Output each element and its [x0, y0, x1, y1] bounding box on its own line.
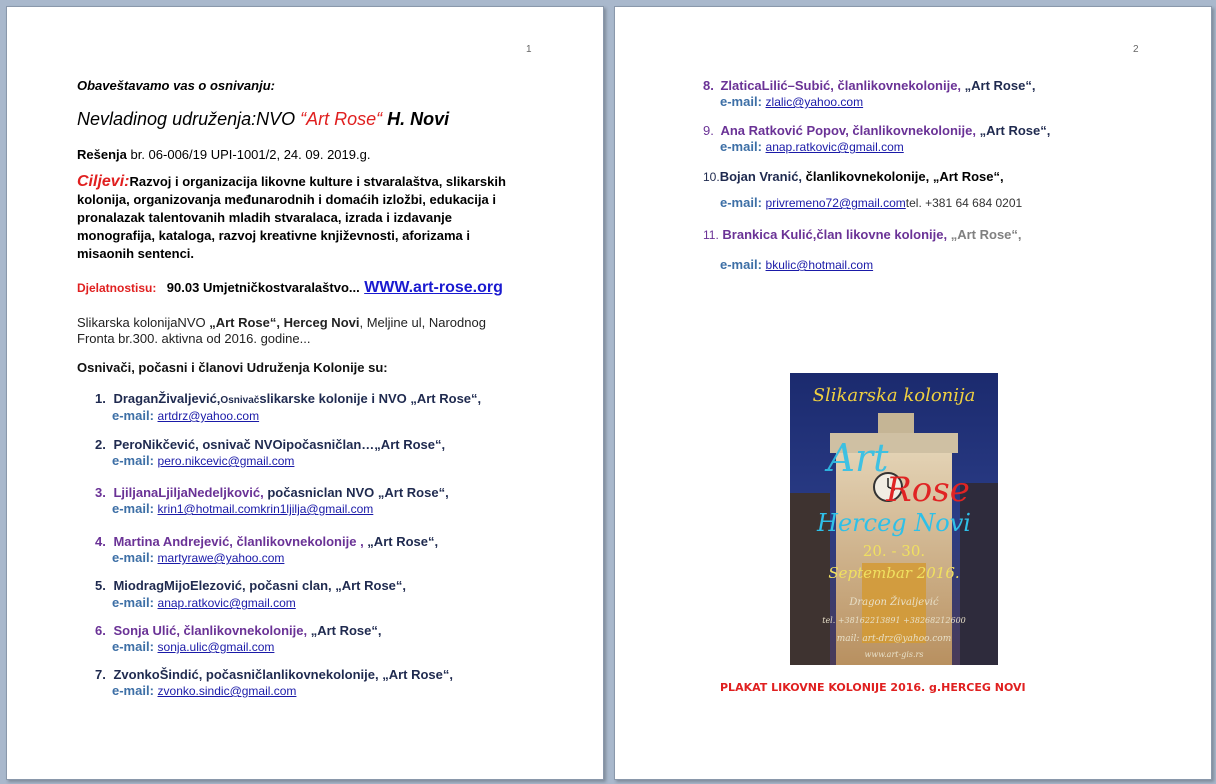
poster-mail-text: mail: art-drz@yahoo.com	[836, 634, 952, 644]
resenja-label: Rešenja	[77, 147, 127, 162]
djelatnost-text: 90.03 Umjetničkostvaralaštvo...	[166, 280, 360, 295]
member-7-email-row	[112, 683, 296, 698]
djelatnost-line	[77, 279, 503, 297]
member-5-email-row	[112, 595, 296, 610]
email-label: e-mail:	[720, 139, 762, 154]
email-label: e-mail:	[112, 683, 154, 698]
members-heading: Osnivači, počasni i članovi Udruženja Kolonije su:	[77, 360, 388, 375]
poster-image	[790, 373, 998, 665]
ciljevi-line: Razvoj i organizacija likovne kulture i stvaralaštva, slikarskih	[129, 174, 506, 189]
member-6-email-row	[112, 639, 274, 654]
member-1	[95, 391, 481, 406]
email-link[interactable]: pero.nikcevic@gmail.com	[157, 454, 295, 468]
email-label: e-mail:	[112, 501, 154, 516]
org-name: “Art Rose“	[300, 109, 383, 129]
member-role: „Art Rose“,	[947, 227, 1022, 242]
poster-dates-text: 20. - 30.	[862, 542, 926, 560]
member-name: Ana Ratković Popov, članlikovnekolonije,	[720, 123, 976, 138]
email-link[interactable]: artdrz@yahoo.com	[157, 409, 260, 423]
email-link[interactable]: sonja.ulic@gmail.com	[157, 640, 275, 654]
member-name: Brankica Kulić,član likovne kolonije,	[722, 227, 948, 242]
kolonija-pre: Slikarska kolonijaNVO	[77, 315, 210, 330]
email-label: e-mail:	[720, 257, 762, 272]
member-number: 6.	[95, 623, 106, 638]
poster-web-text: www.art-gis.rs	[864, 650, 924, 659]
email-link[interactable]: privremeno72@gmail.com	[765, 196, 906, 210]
member-name: PeroNikčević, osnivač NVOipočasničlan…„Art Rose“,	[113, 437, 446, 452]
member-role: članlikovnekolonije, „Art Rose“,	[802, 169, 1004, 184]
document-page-1	[6, 6, 604, 780]
member-number: 5.	[95, 578, 106, 593]
poster-author-text: Dragon Živaljević	[849, 597, 939, 608]
member-2	[95, 437, 445, 452]
intro-line: Obaveštavamo vas o osnivanju:	[77, 78, 275, 93]
ciljevi-label: Ciljevi:	[77, 173, 130, 190]
member-tel: tel. +381 64 684 0201	[905, 196, 1023, 210]
page-number: 1	[526, 44, 532, 55]
email-label: e-mail:	[112, 595, 154, 610]
ciljevi-line: monografija, kataloga, razvoj kreativne književnosti, aforizama i	[77, 228, 471, 243]
email-link[interactable]: zvonko.sindic@gmail.com	[157, 684, 297, 698]
member-number: 9.	[703, 123, 714, 138]
email-label: e-mail:	[720, 94, 762, 109]
email-label: e-mail:	[112, 453, 154, 468]
ciljevi-line: kolonija, organizovanja međunarodnih i domaćih izložbi, edukacija i	[77, 192, 496, 207]
page-number: 2	[1133, 44, 1139, 55]
document-page-2	[614, 6, 1212, 780]
member-4-email-row	[112, 550, 284, 565]
member-7	[95, 667, 453, 682]
member-9	[703, 123, 1050, 138]
member-number: 11.	[703, 228, 719, 242]
member-role: „Art Rose“,	[307, 623, 382, 638]
email-label: e-mail:	[112, 550, 154, 565]
website-link[interactable]: WWW.art-rose.org	[364, 279, 503, 296]
ciljevi-block	[77, 173, 506, 263]
member-1-email-row	[112, 408, 259, 423]
member-8-email-row	[720, 94, 863, 109]
ciljevi-line: pronalazak talentovanih mladih stvaralaca, izrada i izdavanje	[77, 210, 452, 225]
poster-rose-text: Rose	[886, 470, 970, 510]
email-link[interactable]: martyrawe@yahoo.com	[157, 551, 285, 565]
member-number: 1.	[95, 391, 106, 406]
member-10-email-row	[720, 195, 1022, 210]
member-9-email-row	[720, 139, 904, 154]
member-number: 8.	[703, 78, 714, 93]
kolonija-bold: „Art Rose“, Herceg Novi	[209, 315, 360, 330]
kolonija-rest: , Meljine ul, Narodnog	[359, 315, 486, 330]
djelatnost-label: Djelatnostisu:	[77, 281, 157, 295]
kolonija-info	[77, 315, 486, 347]
member-2-email-row	[112, 453, 294, 468]
email-link[interactable]: krin1@hotmail.comkrin1ljilja@gmail.com	[157, 502, 374, 516]
email-label: e-mail:	[112, 639, 154, 654]
member-role: slikarske kolonije i NVO „Art Rose“,	[259, 391, 482, 406]
member-name: Bojan Vranić,	[719, 169, 803, 184]
member-number: 2.	[95, 437, 106, 452]
member-role: „Art Rose“,	[961, 78, 1036, 93]
member-11-email-row	[720, 257, 873, 272]
poster-art-text: Art	[827, 436, 889, 480]
poster-city-text: Herceg Novi	[817, 509, 971, 537]
member-number: 10.	[703, 170, 720, 184]
member-name: ZvonkoŠindić, počasničlanlikovnekolonije, „Art Rose“,	[113, 667, 453, 682]
member-8	[703, 78, 1035, 93]
member-3	[95, 485, 449, 500]
member-name: MiodragMijoElezović, počasni clan, „Art Rose“,	[113, 578, 407, 593]
email-link[interactable]: bkulic@hotmail.com	[765, 258, 874, 272]
member-name: LjiljanaLjiljaNedeljković,	[113, 485, 264, 500]
member-role: počasniclan NVO „Art Rose“,	[263, 485, 449, 500]
poster-tel-text: tel. +38162213891 +38268212600	[822, 616, 966, 625]
member-role: „Art Rose“,	[975, 123, 1051, 138]
ciljevi-line: misaonih sentenci.	[77, 246, 195, 261]
member-number: 7.	[95, 667, 106, 682]
member-4	[95, 534, 438, 549]
member-10	[703, 169, 1004, 184]
member-number: 4.	[95, 534, 106, 549]
poster-svg	[790, 373, 998, 665]
resenja-text: br. 06-006/19 UPI-1001/2, 24. 09. 2019.g.	[126, 147, 371, 162]
member-11	[703, 227, 1022, 242]
resenja-line	[77, 147, 370, 162]
org-suffix: H. Novi	[382, 109, 450, 129]
email-label: e-mail:	[720, 195, 762, 210]
email-link[interactable]: zlalic@yahoo.com	[765, 95, 864, 109]
org-prefix: Nevladinog udruženja:NVO	[77, 109, 301, 129]
member-role: „Art Rose“,	[363, 534, 439, 549]
email-link[interactable]: anap.ratkovic@gmail.com	[765, 140, 904, 154]
poster-caption: PLAKAT LIKOVNE KOLONIJE 2016. g.HERCEG NOVI	[720, 681, 1026, 694]
org-title	[77, 109, 449, 130]
email-label: e-mail:	[112, 408, 154, 423]
member-5	[95, 578, 406, 593]
member-6	[95, 623, 382, 638]
member-name: Martina Andrejević, članlikovnekolonije ,	[113, 534, 364, 549]
member-role-small: Osnivač	[220, 395, 260, 406]
poster-month-text: Septembar 2016.	[828, 564, 960, 582]
poster-top-text: Slikarska kolonija	[812, 385, 976, 406]
member-name: ZlaticaLilić–Subić, članlikovnekolonije,	[720, 78, 962, 93]
member-number: 3.	[95, 485, 106, 500]
member-name: Sonja Ulić, članlikovnekolonije,	[113, 623, 308, 638]
member-name: DraganŽivaljević,	[113, 391, 221, 406]
poster-tower-top	[878, 413, 914, 433]
member-3-email-row	[112, 501, 373, 516]
email-link[interactable]: anap.ratkovic@gmail.com	[157, 596, 296, 610]
kolonija-line2: Fronta br.300. aktivna od 2016. godine...	[77, 331, 311, 346]
